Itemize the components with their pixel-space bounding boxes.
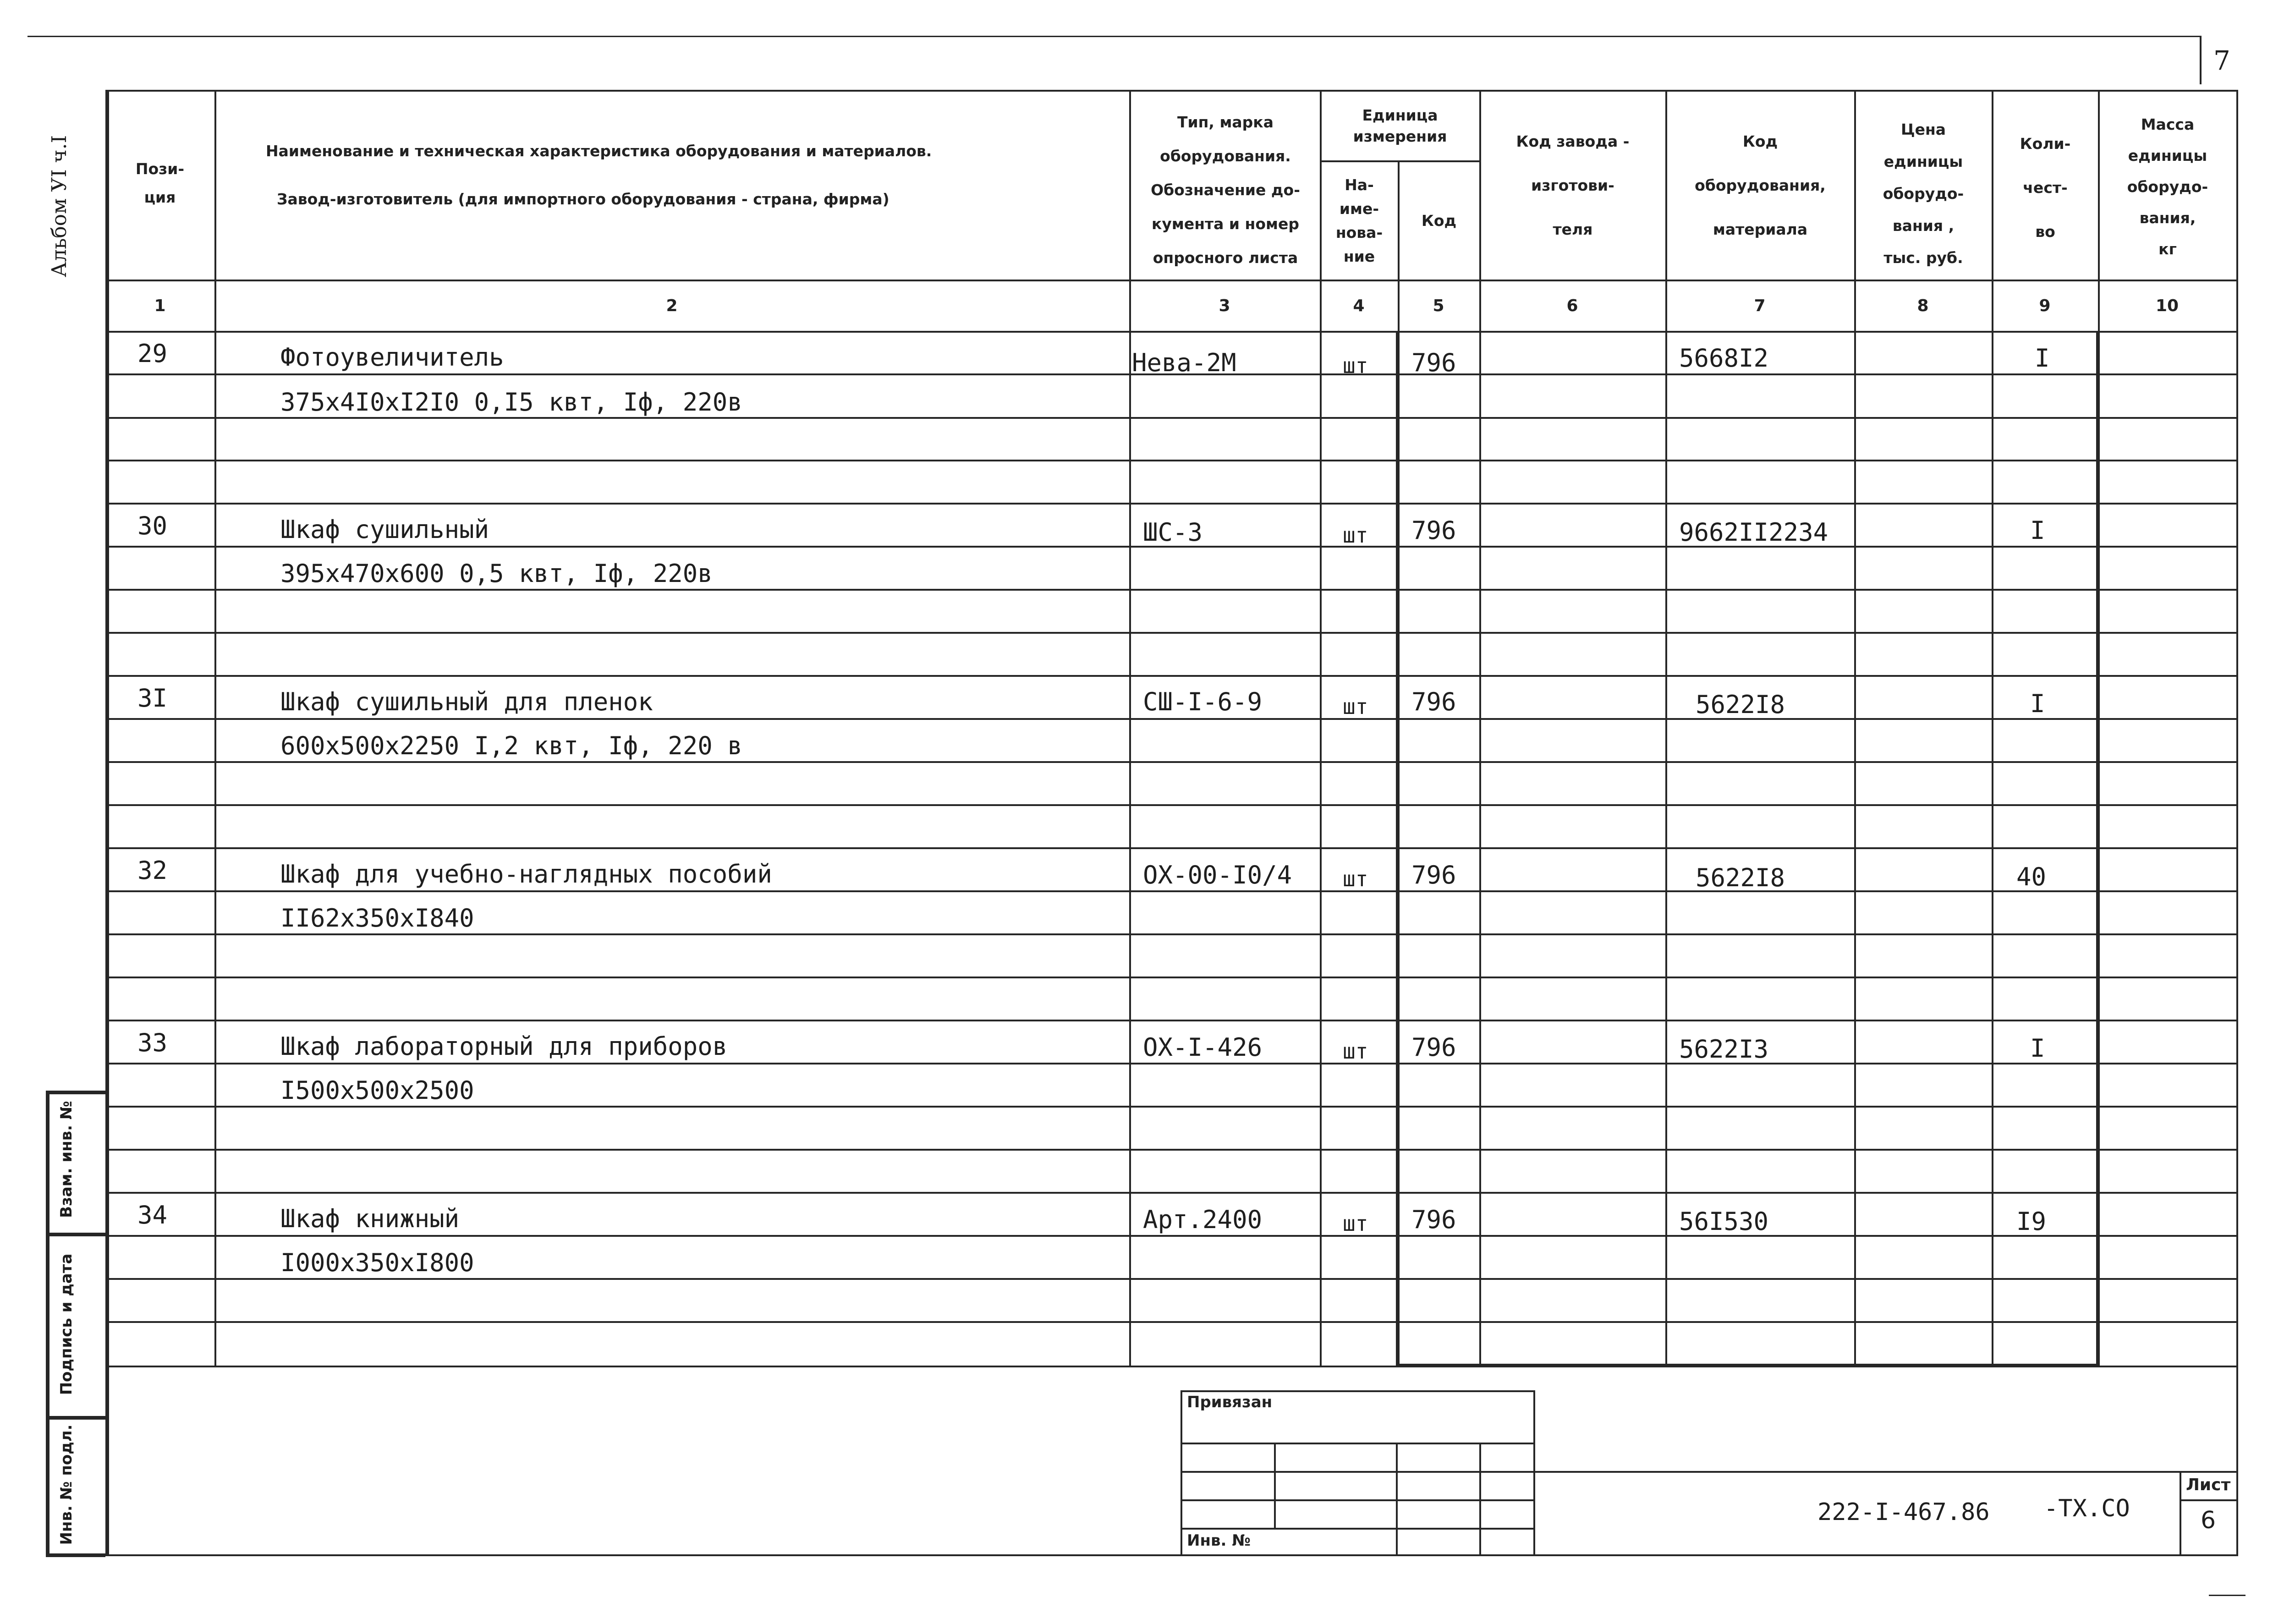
side-stamp-podpis: Подпись и дата bbox=[57, 1253, 76, 1395]
item-position: 3I bbox=[137, 684, 168, 713]
header-factory-code: Код завода - изготови- теля bbox=[1516, 132, 1630, 238]
item-equipment-code: 9662II2234 bbox=[1679, 518, 1828, 547]
item-spec: II62х350хI840 bbox=[280, 904, 474, 933]
item-spec: I000х350хI800 bbox=[280, 1248, 474, 1277]
column-number: 3 bbox=[1219, 296, 1230, 315]
header-mass: Масса единицы оборудо- вания, кг bbox=[2127, 115, 2208, 258]
item-type: Нева-2М bbox=[1132, 348, 1236, 377]
column-number: 1 bbox=[154, 296, 166, 315]
item-quantity: I9 bbox=[2016, 1207, 2047, 1236]
item-equipment-code: 5622I8 bbox=[1696, 690, 1785, 719]
item-equipment-code: 5622I3 bbox=[1679, 1035, 1769, 1064]
item-unit: шт bbox=[1343, 867, 1368, 891]
item-unit: шт bbox=[1343, 694, 1368, 719]
column-number: 9 bbox=[2039, 296, 2051, 315]
item-unit-code: 796 bbox=[1411, 1033, 1456, 1062]
item-unit-code: 796 bbox=[1411, 1205, 1456, 1234]
item-unit: шт bbox=[1343, 353, 1368, 378]
item-spec: 395х470х600 0,5 квт, Iф, 220в bbox=[280, 559, 713, 588]
item-name: Шкаф книжный bbox=[280, 1204, 460, 1233]
item-position: 30 bbox=[137, 511, 168, 540]
item-type: ОХ-I-426 bbox=[1143, 1033, 1263, 1062]
column-number: 5 bbox=[1433, 296, 1444, 315]
item-unit: шт bbox=[1343, 1211, 1368, 1236]
column-number: 2 bbox=[666, 296, 678, 315]
item-unit-code: 796 bbox=[1411, 348, 1456, 377]
column-number: 10 bbox=[2155, 296, 2179, 315]
header-unit-name: На- име- нова- ние bbox=[1335, 176, 1383, 265]
item-unit: шт bbox=[1343, 523, 1368, 548]
item-position: 33 bbox=[137, 1028, 168, 1057]
header-unit-group: Единица измерения bbox=[1353, 106, 1447, 145]
item-unit: шт bbox=[1343, 1039, 1368, 1064]
item-position: 34 bbox=[137, 1201, 168, 1229]
page-corner-number: 7 bbox=[2213, 45, 2230, 76]
header-name-line2: Завод-изготовитель (для импортного оборудования - страна, фирма) bbox=[277, 190, 889, 208]
header-price: Цена единицы оборудо- вания , тыс. руб. bbox=[1883, 121, 1964, 267]
item-spec: I500х500х2500 bbox=[280, 1076, 474, 1105]
inv-number-label: Инв. № bbox=[1187, 1531, 1251, 1550]
item-unit-code: 796 bbox=[1411, 687, 1456, 716]
item-name: Фотоувеличитель bbox=[280, 343, 504, 372]
item-equipment-code: 5622I8 bbox=[1696, 863, 1785, 892]
column-number: 6 bbox=[1566, 296, 1578, 315]
item-type: СШ-I-6-9 bbox=[1143, 687, 1263, 716]
item-equipment-code: 56I530 bbox=[1679, 1207, 1769, 1236]
sheet-label: Лист bbox=[2186, 1476, 2231, 1494]
header-quantity: Коли- чест- во bbox=[2020, 135, 2071, 241]
item-quantity: I bbox=[2030, 516, 2045, 545]
privyazan-label: Привязан bbox=[1187, 1393, 1273, 1411]
item-quantity: I bbox=[2030, 689, 2045, 718]
sheet-number: 6 bbox=[2201, 1507, 2216, 1534]
item-unit-code: 796 bbox=[1411, 516, 1456, 545]
item-position: 32 bbox=[137, 856, 168, 885]
item-type: ОХ-00-I0/4 bbox=[1143, 861, 1292, 889]
header-name-line1: Наименование и техническая характеристика оборудования и материалов. bbox=[266, 142, 932, 160]
item-name: Шкаф для учебно-наглядных пособий bbox=[280, 860, 772, 889]
item-equipment-code: 5668I2 bbox=[1679, 344, 1769, 373]
item-name: Шкаф сушильный для пленок bbox=[280, 687, 653, 716]
document-suffix: -ТХ.СО bbox=[2044, 1495, 2130, 1522]
item-spec: 375х4I0хI2I0 0,I5 квт, Iф, 220в bbox=[280, 388, 742, 417]
side-stamp-vzam: Взам. инв. № bbox=[57, 1101, 76, 1218]
item-unit-code: 796 bbox=[1411, 861, 1456, 889]
column-number: 8 bbox=[1917, 296, 1929, 315]
item-type: ШС-3 bbox=[1143, 518, 1203, 547]
item-position: 29 bbox=[137, 339, 168, 368]
item-name: Шкаф сушильный bbox=[280, 515, 489, 544]
document-code: 222-I-467.86 bbox=[1817, 1498, 1990, 1526]
header-equipment-code: Код оборудования, материала bbox=[1695, 132, 1826, 238]
header-type: Тип, марка оборудования. Обозначение до- кумента и номер опросного листа bbox=[1151, 113, 1300, 267]
item-quantity: 40 bbox=[2016, 862, 2047, 891]
item-name: Шкаф лабораторный для приборов bbox=[280, 1032, 728, 1061]
header-unit-code: Код bbox=[1421, 212, 1457, 230]
column-number: 7 bbox=[1754, 296, 1766, 315]
item-type: Арт.2400 bbox=[1143, 1205, 1263, 1234]
column-number: 4 bbox=[1353, 296, 1365, 315]
item-quantity: I bbox=[2035, 344, 2050, 373]
item-spec: 600х500х2250 I,2 квт, Iф, 220 в bbox=[280, 731, 742, 760]
item-quantity: I bbox=[2030, 1034, 2045, 1063]
header-position: Пози- ция bbox=[135, 160, 185, 206]
album-label: Альбом УI ч.I bbox=[48, 135, 71, 278]
side-stamp-inv-podl: Инв. № подл. bbox=[57, 1424, 76, 1545]
